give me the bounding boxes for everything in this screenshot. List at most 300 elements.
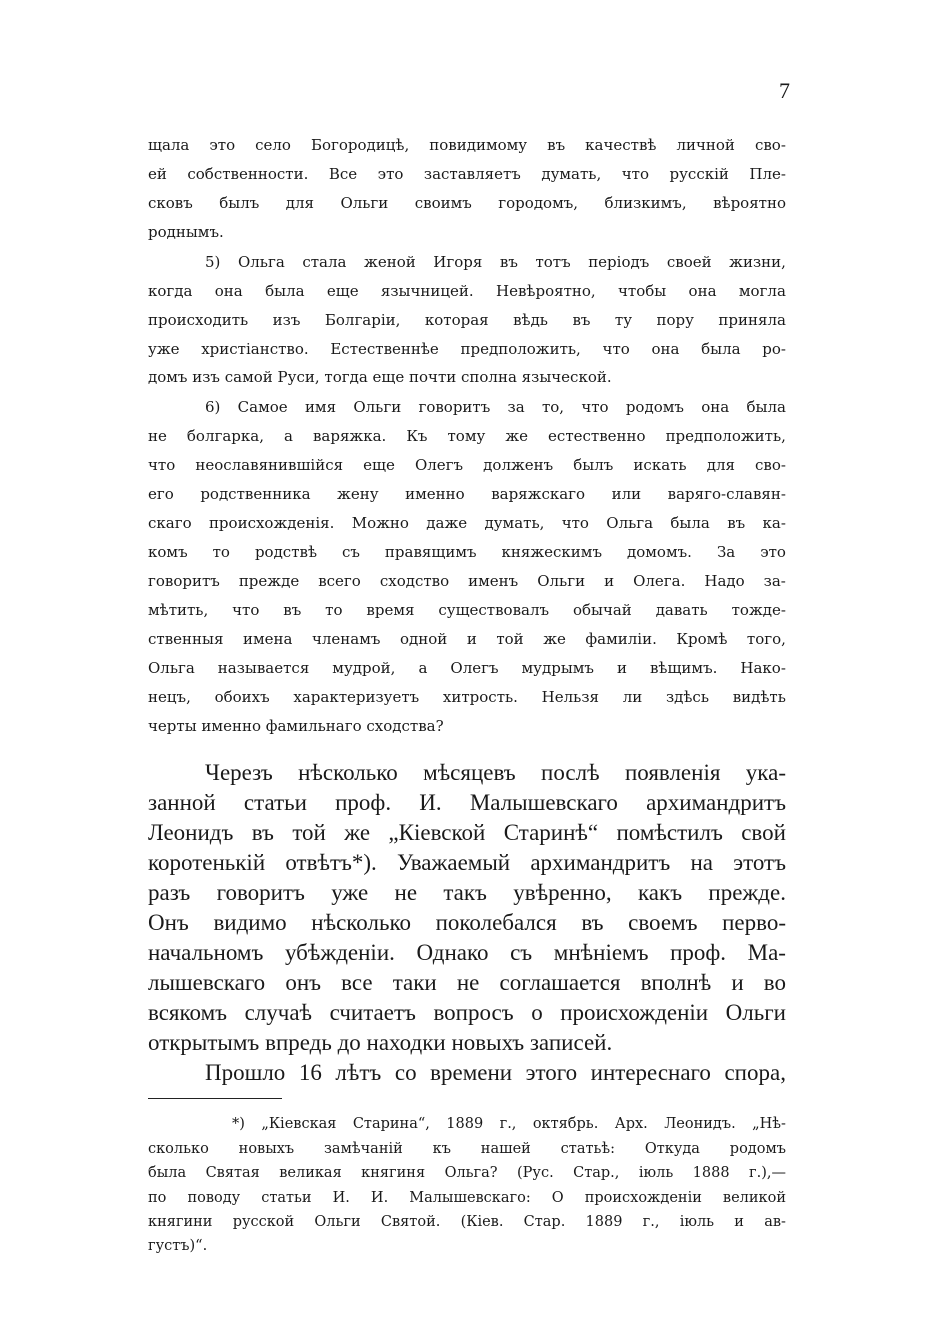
word: такъ <box>443 880 487 905</box>
word: а <box>418 659 428 677</box>
word: здѣсь <box>665 688 709 706</box>
word: происходить <box>148 311 249 329</box>
text-line <box>148 456 786 474</box>
word: Кромѣ <box>676 630 728 648</box>
text-line <box>205 1060 786 1086</box>
word: *) <box>232 1116 245 1132</box>
text-line: роднымъ. <box>148 223 224 241</box>
word: долженъ <box>483 456 554 474</box>
word: женой <box>364 253 416 271</box>
word: характеризуетъ <box>293 688 420 706</box>
word: по <box>148 1190 167 1206</box>
word: съ <box>510 940 533 965</box>
word: появленія <box>624 760 721 785</box>
text-line <box>148 136 786 154</box>
word: Олегъ <box>414 456 464 474</box>
word: ука- <box>745 760 786 785</box>
word: своемъ <box>628 910 698 935</box>
word: она <box>688 282 717 300</box>
word: отвѣтъ*). <box>285 850 377 875</box>
text-line <box>148 514 786 532</box>
word: за <box>507 398 525 416</box>
word: близкимъ, <box>604 194 687 212</box>
text-line <box>148 630 786 648</box>
word: г., <box>642 1214 660 1230</box>
word: это <box>377 165 404 183</box>
word: какъ <box>637 880 683 905</box>
word: замѣчаній <box>324 1141 403 1157</box>
word: Старина“, <box>352 1116 430 1132</box>
word: правящимъ <box>384 543 477 561</box>
text-line <box>148 970 786 996</box>
word: Стар., <box>573 1165 620 1181</box>
text-line <box>148 940 786 966</box>
word: могла <box>738 282 786 300</box>
word: обоихъ <box>214 688 270 706</box>
word: не <box>456 970 480 995</box>
word: вѣщимъ. <box>649 659 718 677</box>
word: одной <box>399 630 448 648</box>
word: варяжка. <box>312 427 387 445</box>
text-line <box>148 910 786 936</box>
word: время <box>366 601 415 619</box>
word: именно <box>405 485 465 503</box>
word: все <box>341 970 373 995</box>
word: Однако <box>416 940 489 965</box>
word: архимандритъ <box>530 850 671 875</box>
word: родственника <box>200 485 311 503</box>
word: пору <box>656 311 694 329</box>
word: поколебался <box>435 910 557 935</box>
word: ственныя <box>148 630 224 648</box>
word: 1889 <box>446 1116 484 1132</box>
word: была <box>746 398 786 416</box>
word: 5) <box>205 253 221 271</box>
word: вполнѣ <box>640 970 712 995</box>
word: сво- <box>755 456 786 474</box>
word: Игоря <box>433 253 483 271</box>
word: и <box>604 572 615 590</box>
word: село <box>255 136 291 154</box>
word: 16 <box>298 1060 322 1085</box>
word: послѣ <box>541 760 600 785</box>
word: предположить, <box>460 340 581 358</box>
word: Надо <box>704 572 745 590</box>
word: сходство <box>379 572 450 590</box>
word: И. <box>332 1190 350 1206</box>
word: своимъ <box>414 194 472 212</box>
word: былъ <box>573 456 614 474</box>
text-line <box>205 760 786 786</box>
word: ли <box>622 688 643 706</box>
word: Леонидъ. <box>664 1116 736 1132</box>
word: говоритъ <box>418 398 491 416</box>
word: сколько <box>148 1141 209 1157</box>
word: Ольга <box>606 514 654 532</box>
word: Леонидъ <box>148 820 234 845</box>
word: этого <box>525 1060 578 1085</box>
word: княгини <box>148 1214 213 1230</box>
word: статьи <box>243 790 307 815</box>
word: была <box>670 514 710 532</box>
word: родствѣ <box>254 543 317 561</box>
word: родомъ <box>729 1141 786 1157</box>
word: Ольги <box>340 194 389 212</box>
word: нецъ, <box>148 688 191 706</box>
word: русскій <box>669 165 729 183</box>
word: жену <box>337 485 379 503</box>
word: язычницей. <box>380 282 474 300</box>
word: вопросъ <box>433 1000 514 1025</box>
word: была <box>701 340 741 358</box>
word: 6) <box>205 398 221 416</box>
word: для <box>285 194 314 212</box>
word: Богородицѣ, <box>310 136 410 154</box>
word: это <box>209 136 236 154</box>
text-line <box>148 880 786 906</box>
word: естественно <box>548 427 646 445</box>
word: то <box>325 601 343 619</box>
word: въ <box>283 601 302 619</box>
word: сковъ <box>148 194 193 212</box>
word: Малышевскаго: <box>409 1190 531 1206</box>
word: періодъ <box>588 253 650 271</box>
word: всякомъ <box>148 1000 228 1025</box>
word: предположить, <box>665 427 786 445</box>
word: Ольга <box>148 659 195 677</box>
word: убѣжденіи. <box>284 940 395 965</box>
word: поводу <box>187 1190 241 1206</box>
word: городомъ, <box>498 194 579 212</box>
text-line <box>148 311 786 329</box>
word: видѣть <box>732 688 786 706</box>
word: И. <box>419 790 442 815</box>
word: стала <box>302 253 347 271</box>
word: неославянившійся <box>195 456 344 474</box>
word: же <box>543 630 566 648</box>
word: Ольга? <box>444 1165 498 1181</box>
word: занной <box>148 790 216 815</box>
word: комъ <box>148 543 188 561</box>
word: Самое <box>237 398 288 416</box>
word: и <box>734 1214 744 1230</box>
word: она <box>214 282 243 300</box>
word: интереснаго <box>590 1060 711 1085</box>
word: въ <box>572 311 591 329</box>
word: то, <box>541 398 565 416</box>
word: тому <box>447 427 486 445</box>
word: въ <box>499 253 518 271</box>
word: что <box>561 514 589 532</box>
word: свой <box>741 820 786 845</box>
word: происхожденія. <box>208 514 335 532</box>
word: къ <box>432 1141 451 1157</box>
word: во <box>763 970 786 995</box>
word: со <box>394 1060 417 1085</box>
word: въ <box>727 514 746 532</box>
text-line <box>148 601 786 619</box>
text-line <box>148 850 786 876</box>
word: происхожденіи <box>560 1000 709 1025</box>
word: помѣстилъ <box>616 820 723 845</box>
footnote-line <box>232 1116 786 1132</box>
word: увѣренно, <box>513 880 612 905</box>
footnote-line: густъ)“. <box>148 1238 208 1254</box>
word: княгиня <box>361 1165 426 1181</box>
word: разъ <box>148 880 191 905</box>
word: что <box>602 340 630 358</box>
word: 1889 <box>585 1214 623 1230</box>
word: Олегъ <box>450 659 499 677</box>
word: давать <box>655 601 708 619</box>
word: на <box>690 850 713 875</box>
word: обычай <box>572 601 632 619</box>
word: 1888 <box>692 1165 730 1181</box>
word: онъ <box>285 970 322 995</box>
text-line <box>148 194 786 212</box>
word: тожде- <box>731 601 786 619</box>
word: спора, <box>724 1060 786 1085</box>
word: „Нѣ- <box>752 1116 786 1132</box>
word: существовалъ <box>438 601 550 619</box>
footnote-line <box>148 1165 786 1181</box>
word: именъ <box>468 572 519 590</box>
text-line <box>148 485 786 503</box>
word: таки <box>392 970 437 995</box>
word: Откуда <box>644 1141 700 1157</box>
word: сво- <box>754 136 786 154</box>
word: О <box>551 1190 564 1206</box>
word: Невѣроятно, <box>496 282 596 300</box>
word: проф. <box>335 790 392 815</box>
word: думать, <box>484 514 545 532</box>
word: говоритъ <box>148 572 220 590</box>
text-line <box>148 165 786 183</box>
word: видимо <box>213 910 287 935</box>
text-line <box>148 427 786 445</box>
word: всего <box>318 572 361 590</box>
text-line <box>148 543 786 561</box>
word: она <box>701 398 730 416</box>
word: Ма- <box>747 940 786 965</box>
word: этотъ <box>733 850 786 875</box>
word: считаетъ <box>329 1000 416 1025</box>
word: Ольги <box>725 1000 786 1025</box>
word: (Кіев. <box>460 1214 504 1230</box>
word: тотъ <box>535 253 571 271</box>
word: г.),— <box>749 1165 786 1181</box>
word: коротенькій <box>148 850 266 875</box>
word: былъ <box>219 194 260 212</box>
word: членамъ <box>311 630 381 648</box>
text-line: открытымъ впредь до находки новыхъ записей. <box>148 1030 613 1055</box>
word: нѣсколько <box>298 760 398 785</box>
word: скаго <box>148 514 192 532</box>
text-line <box>148 572 786 590</box>
word: нашей <box>480 1141 531 1157</box>
word: И. <box>370 1190 389 1206</box>
word: іюль <box>638 1165 674 1181</box>
word: Малышевскаго <box>469 790 618 815</box>
word: была <box>265 282 305 300</box>
word: не <box>148 427 167 445</box>
word: „Кіевской <box>388 820 486 845</box>
text-line <box>205 253 786 271</box>
word: перво- <box>722 910 786 935</box>
word: мудрой, <box>332 659 396 677</box>
text-line <box>148 659 786 677</box>
word: „Кіевская <box>261 1116 337 1132</box>
word: ро- <box>762 340 786 358</box>
word: Олега. <box>633 572 686 590</box>
text-line: черты именно фамильнаго сходства? <box>148 717 444 735</box>
word: Ольги <box>353 398 402 416</box>
word: г., <box>499 1116 517 1132</box>
word: искать <box>633 456 687 474</box>
word: Къ <box>406 427 428 445</box>
word: за- <box>763 572 786 590</box>
word: великой <box>722 1190 786 1206</box>
word: Нако- <box>740 659 786 677</box>
word: Можно <box>351 514 409 532</box>
word: имена <box>242 630 293 648</box>
word: въ <box>547 136 566 154</box>
text-line <box>148 1000 786 1026</box>
word: чтобы <box>618 282 667 300</box>
word: того, <box>746 630 786 648</box>
footnote-divider <box>148 1098 282 1099</box>
word: хитрость. <box>442 688 518 706</box>
word: За <box>716 543 736 561</box>
text-line: домъ изъ самой Руси, тогда еще почти сполна языческой. <box>148 368 612 386</box>
word: была <box>148 1165 187 1181</box>
word: имя <box>304 398 337 416</box>
word: его <box>148 485 174 503</box>
word: Ольга <box>237 253 285 271</box>
word: вѣроятно <box>713 194 786 212</box>
word: случаѣ <box>244 1000 313 1025</box>
word: мѣтить, <box>148 601 209 619</box>
word: мнѣніемъ <box>553 940 649 965</box>
word: новыхъ <box>238 1141 295 1157</box>
text-line <box>148 688 786 706</box>
word: Уважаемый <box>397 850 511 875</box>
word: Онъ <box>148 910 189 935</box>
word: Черезъ <box>205 760 273 785</box>
word: времени <box>430 1060 513 1085</box>
word: варяго-славян- <box>667 485 786 503</box>
word: статьѣ: <box>560 1141 616 1157</box>
word: повидимому <box>429 136 528 154</box>
word: а <box>284 427 293 445</box>
word: лѣтъ <box>335 1060 382 1085</box>
word: проф. <box>670 940 727 965</box>
word: качествѣ <box>585 136 657 154</box>
word: личной <box>676 136 735 154</box>
text-line <box>148 340 786 358</box>
word: той <box>292 820 326 845</box>
word: великая <box>279 1165 342 1181</box>
word: ей <box>148 165 167 183</box>
word: уже <box>331 880 369 905</box>
word: статьи <box>261 1190 312 1206</box>
word: Арх. <box>614 1116 648 1132</box>
word: Прошло <box>205 1060 286 1085</box>
word: которая <box>424 311 489 329</box>
word: приняла <box>718 311 786 329</box>
word: же <box>344 820 371 845</box>
word: же <box>505 427 529 445</box>
word: Нельзя <box>541 688 599 706</box>
word: домомъ. <box>627 543 692 561</box>
word: Стар. <box>523 1214 566 1230</box>
word: что <box>148 456 176 474</box>
word: называется <box>217 659 310 677</box>
word: еще <box>326 282 359 300</box>
word: болгарка, <box>186 427 264 445</box>
word: о <box>531 1000 543 1025</box>
word: родомъ <box>625 398 684 416</box>
word: или <box>611 485 642 503</box>
word: Болгаріи, <box>324 311 401 329</box>
text-line <box>148 820 786 846</box>
word: русской <box>232 1214 295 1230</box>
word: даже <box>426 514 468 532</box>
text-line <box>205 398 786 416</box>
word: вѣдь <box>513 311 548 329</box>
word: что <box>232 601 260 619</box>
word: архимандритъ <box>646 790 786 815</box>
word: варяжскаго <box>491 485 586 503</box>
word: въ <box>581 910 604 935</box>
word: что <box>621 165 649 183</box>
word: іюль <box>679 1214 715 1230</box>
word: ту <box>614 311 633 329</box>
word: для <box>706 456 735 474</box>
word: лышевскаго <box>148 970 266 995</box>
word: той <box>496 630 524 648</box>
word: въ <box>251 820 274 845</box>
word: жизни, <box>729 253 786 271</box>
word: начальномъ <box>148 940 264 965</box>
word: Ольги <box>537 572 586 590</box>
word: (Рус. <box>517 1165 554 1181</box>
word: Старинѣ“ <box>503 820 599 845</box>
word: что <box>581 398 609 416</box>
word: и <box>466 630 477 648</box>
word: думать, <box>541 165 602 183</box>
word: не <box>394 880 418 905</box>
footnote-line <box>148 1214 786 1230</box>
word: Святая <box>205 1165 260 1181</box>
word: уже <box>148 340 180 358</box>
footnote-line <box>148 1190 786 1206</box>
word: съ <box>341 543 360 561</box>
word: изъ <box>272 311 301 329</box>
word: заставляетъ <box>423 165 521 183</box>
footnote-line <box>148 1141 786 1157</box>
word: октябрь. <box>532 1116 599 1132</box>
word: прежде. <box>708 880 786 905</box>
word: происхожденіи <box>584 1190 702 1206</box>
text-line <box>148 282 786 300</box>
word: когда <box>148 282 193 300</box>
word: христіанство. <box>201 340 309 358</box>
word: Ольги <box>314 1214 361 1230</box>
word: говоритъ <box>216 880 305 905</box>
word: мѣсяцевъ <box>423 760 516 785</box>
word: и <box>616 659 627 677</box>
